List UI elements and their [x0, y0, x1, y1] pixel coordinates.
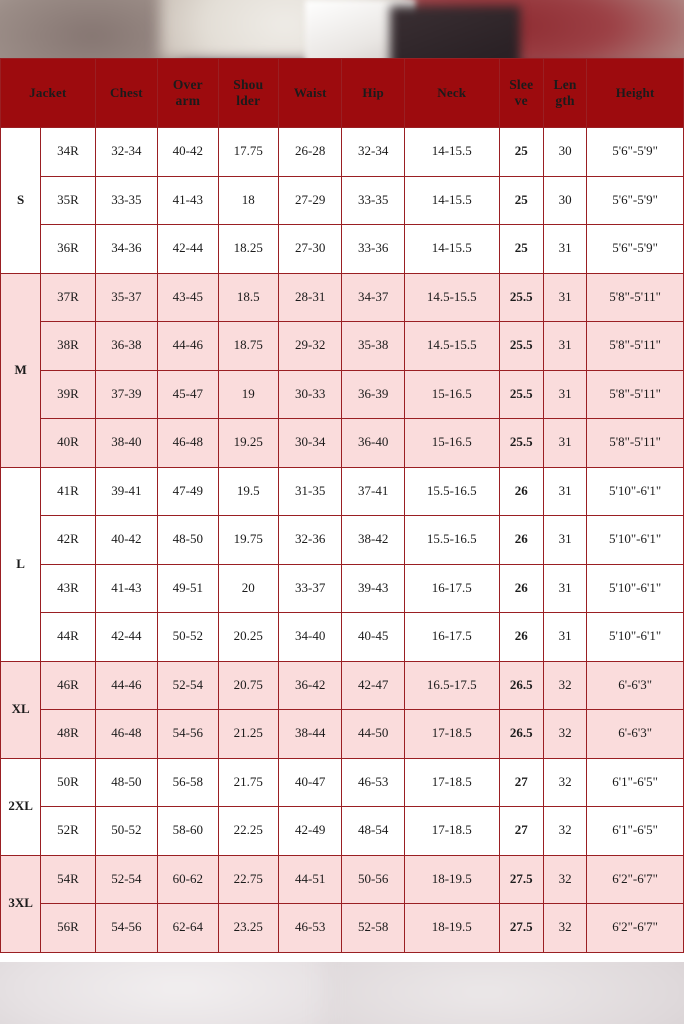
table-row — [1, 904, 684, 953]
header-shoulder-line2: lder — [236, 93, 261, 108]
cell-neck: 14.5-15.5 — [404, 322, 499, 371]
cell-height: 5'10"-6'1" — [587, 564, 684, 613]
cell-height: 6'1"-6'5" — [587, 758, 684, 807]
cell-chest: 37-39 — [95, 370, 157, 419]
cell-shoulder: 18.25 — [218, 225, 278, 274]
cell-shoulder: 19.75 — [218, 516, 278, 565]
cell-sleeve: 26 — [499, 564, 543, 613]
cell-shoulder: 18.5 — [218, 273, 278, 322]
table-row — [1, 710, 684, 759]
cell-hip: 48-54 — [342, 807, 404, 856]
table-row — [1, 661, 684, 710]
cell-neck: 14-15.5 — [404, 176, 499, 225]
cell-shoulder: 21.75 — [218, 758, 278, 807]
cell-neck: 15-16.5 — [404, 370, 499, 419]
cell-neck: 17-18.5 — [404, 710, 499, 759]
cell-chest: 46-48 — [95, 710, 157, 759]
cell-waist: 28-31 — [279, 273, 342, 322]
cell-height: 6'1"-6'5" — [587, 807, 684, 856]
cell-over-arm: 62-64 — [158, 904, 218, 953]
cell-height: 5'8"-5'11" — [587, 419, 684, 468]
header-length-line2: gth — [555, 93, 575, 108]
cell-height: 6'2"-6'7" — [587, 904, 684, 953]
table-row — [1, 855, 684, 904]
cell-hip: 52-58 — [342, 904, 404, 953]
cell-sleeve: 25.5 — [499, 370, 543, 419]
cell-neck: 16-17.5 — [404, 613, 499, 662]
cell-length: 32 — [543, 855, 586, 904]
cell-sleeve: 26 — [499, 613, 543, 662]
cell-over-arm: 54-56 — [158, 710, 218, 759]
cell-jacket: 38R — [41, 322, 95, 371]
cell-sleeve: 26 — [499, 516, 543, 565]
cell-length: 32 — [543, 661, 586, 710]
cell-chest: 44-46 — [95, 661, 157, 710]
cell-jacket: 43R — [41, 564, 95, 613]
cell-hip: 40-45 — [342, 613, 404, 662]
photo-top-strip — [0, 0, 684, 60]
cell-jacket: 35R — [41, 176, 95, 225]
cell-jacket: 56R — [41, 904, 95, 953]
cell-sleeve: 27 — [499, 807, 543, 856]
header-jacket: Jacket — [1, 59, 96, 128]
table-row — [1, 564, 684, 613]
cell-hip: 38-42 — [342, 516, 404, 565]
cell-height: 6'-6'3" — [587, 661, 684, 710]
table-row — [1, 273, 684, 322]
cell-height: 5'6"-5'9" — [587, 128, 684, 177]
cell-chest: 33-35 — [95, 176, 157, 225]
cell-shoulder: 20.75 — [218, 661, 278, 710]
header-waist: Waist — [279, 59, 342, 128]
cell-over-arm: 60-62 — [158, 855, 218, 904]
cell-over-arm: 43-45 — [158, 273, 218, 322]
cell-hip: 37-41 — [342, 467, 404, 516]
cell-jacket: 40R — [41, 419, 95, 468]
photo-blur-suit — [390, 6, 520, 60]
cell-waist: 27-29 — [279, 176, 342, 225]
cell-hip: 36-39 — [342, 370, 404, 419]
size-group-label: S — [1, 128, 41, 274]
cell-length: 32 — [543, 807, 586, 856]
cell-height: 5'8"-5'11" — [587, 273, 684, 322]
cell-length: 31 — [543, 273, 586, 322]
header-shoulder-line1: Shou — [233, 77, 264, 93]
header-sleeve-line2: ve — [514, 93, 528, 108]
cell-sleeve: 27.5 — [499, 855, 543, 904]
cell-length: 31 — [543, 225, 586, 274]
cell-jacket: 48R — [41, 710, 95, 759]
cell-over-arm: 47-49 — [158, 467, 218, 516]
header-length — [543, 59, 586, 128]
header-over-arm — [158, 59, 218, 128]
header-neck: Neck — [404, 59, 499, 128]
cell-over-arm: 42-44 — [158, 225, 218, 274]
cell-neck: 16.5-17.5 — [404, 661, 499, 710]
cell-over-arm: 49-51 — [158, 564, 218, 613]
cell-chest: 35-37 — [95, 273, 157, 322]
table-row — [1, 467, 684, 516]
cell-height: 5'8"-5'11" — [587, 370, 684, 419]
cell-sleeve: 27 — [499, 758, 543, 807]
table-header — [1, 59, 684, 128]
cell-hip: 42-47 — [342, 661, 404, 710]
cell-chest: 34-36 — [95, 225, 157, 274]
cell-hip: 44-50 — [342, 710, 404, 759]
cell-chest: 39-41 — [95, 467, 157, 516]
size-group-label: 3XL — [1, 855, 41, 952]
cell-waist: 38-44 — [279, 710, 342, 759]
cell-chest: 36-38 — [95, 322, 157, 371]
cell-over-arm: 44-46 — [158, 322, 218, 371]
photo-bottom-strip — [0, 962, 684, 1024]
cell-chest: 48-50 — [95, 758, 157, 807]
cell-shoulder: 22.25 — [218, 807, 278, 856]
table-row — [1, 370, 684, 419]
cell-hip: 36-40 — [342, 419, 404, 468]
cell-height: 5'8"-5'11" — [587, 322, 684, 371]
table-row — [1, 516, 684, 565]
cell-jacket: 36R — [41, 225, 95, 274]
cell-length: 31 — [543, 564, 586, 613]
cell-waist: 27-30 — [279, 225, 342, 274]
cell-neck: 15-16.5 — [404, 419, 499, 468]
header-row — [1, 59, 684, 128]
size-chart-container — [0, 58, 684, 953]
cell-over-arm: 58-60 — [158, 807, 218, 856]
cell-height: 6'-6'3" — [587, 710, 684, 759]
cell-length: 31 — [543, 613, 586, 662]
cell-jacket: 37R — [41, 273, 95, 322]
cell-chest: 40-42 — [95, 516, 157, 565]
cell-shoulder: 19.25 — [218, 419, 278, 468]
cell-height: 6'2"-6'7" — [587, 855, 684, 904]
cell-neck: 18-19.5 — [404, 855, 499, 904]
cell-hip: 34-37 — [342, 273, 404, 322]
photo-blur-bottom-right — [324, 962, 684, 1024]
cell-length: 31 — [543, 467, 586, 516]
table-row — [1, 225, 684, 274]
cell-shoulder: 20.25 — [218, 613, 278, 662]
cell-hip: 32-34 — [342, 128, 404, 177]
table-row — [1, 613, 684, 662]
cell-over-arm: 52-54 — [158, 661, 218, 710]
cell-chest: 38-40 — [95, 419, 157, 468]
cell-neck: 15.5-16.5 — [404, 516, 499, 565]
cell-hip: 33-35 — [342, 176, 404, 225]
cell-hip: 46-53 — [342, 758, 404, 807]
cell-jacket: 34R — [41, 128, 95, 177]
cell-over-arm: 56-58 — [158, 758, 218, 807]
cell-shoulder: 20 — [218, 564, 278, 613]
header-hip: Hip — [342, 59, 404, 128]
size-group-label: L — [1, 467, 41, 661]
cell-hip: 33-36 — [342, 225, 404, 274]
cell-height: 5'10"-6'1" — [587, 613, 684, 662]
cell-length: 31 — [543, 370, 586, 419]
cell-sleeve: 25 — [499, 225, 543, 274]
cell-over-arm: 45-47 — [158, 370, 218, 419]
cell-shoulder: 22.75 — [218, 855, 278, 904]
cell-sleeve: 25 — [499, 128, 543, 177]
cell-shoulder: 18 — [218, 176, 278, 225]
cell-over-arm: 41-43 — [158, 176, 218, 225]
header-sleeve-line1: Slee — [509, 77, 534, 93]
header-over-arm-line2: arm — [175, 93, 201, 108]
cell-sleeve: 26.5 — [499, 710, 543, 759]
cell-neck: 18-19.5 — [404, 904, 499, 953]
cell-hip: 50-56 — [342, 855, 404, 904]
cell-waist: 31-35 — [279, 467, 342, 516]
cell-hip: 39-43 — [342, 564, 404, 613]
cell-length: 31 — [543, 322, 586, 371]
cell-sleeve: 25.5 — [499, 273, 543, 322]
header-shoulder — [218, 59, 278, 128]
cell-shoulder: 19.5 — [218, 467, 278, 516]
cell-length: 30 — [543, 176, 586, 225]
cell-waist: 36-42 — [279, 661, 342, 710]
cell-waist: 30-34 — [279, 419, 342, 468]
cell-chest: 50-52 — [95, 807, 157, 856]
cell-shoulder: 18.75 — [218, 322, 278, 371]
cell-neck: 17-18.5 — [404, 758, 499, 807]
cell-over-arm: 50-52 — [158, 613, 218, 662]
size-group-label: XL — [1, 661, 41, 758]
cell-waist: 30-33 — [279, 370, 342, 419]
cell-waist: 34-40 — [279, 613, 342, 662]
cell-neck: 17-18.5 — [404, 807, 499, 856]
cell-over-arm: 48-50 — [158, 516, 218, 565]
table-row — [1, 807, 684, 856]
header-over-arm-line1: Over — [172, 77, 203, 93]
cell-waist: 29-32 — [279, 322, 342, 371]
cell-jacket: 54R — [41, 855, 95, 904]
cell-sleeve: 27.5 — [499, 904, 543, 953]
cell-jacket: 46R — [41, 661, 95, 710]
cell-chest: 41-43 — [95, 564, 157, 613]
cell-shoulder: 17.75 — [218, 128, 278, 177]
table-row — [1, 419, 684, 468]
cell-jacket: 52R — [41, 807, 95, 856]
cell-length: 31 — [543, 516, 586, 565]
cell-chest: 54-56 — [95, 904, 157, 953]
size-chart-table — [0, 58, 684, 953]
cell-shoulder: 23.25 — [218, 904, 278, 953]
header-height: Height — [587, 59, 684, 128]
cell-chest: 42-44 — [95, 613, 157, 662]
cell-waist: 26-28 — [279, 128, 342, 177]
cell-height: 5'10"-6'1" — [587, 467, 684, 516]
cell-jacket: 50R — [41, 758, 95, 807]
photo-blur-left — [0, 0, 180, 60]
cell-neck: 14-15.5 — [404, 128, 499, 177]
cell-neck: 16-17.5 — [404, 564, 499, 613]
cell-over-arm: 40-42 — [158, 128, 218, 177]
table-row — [1, 128, 684, 177]
cell-waist: 33-37 — [279, 564, 342, 613]
cell-sleeve: 25.5 — [499, 322, 543, 371]
cell-shoulder: 21.25 — [218, 710, 278, 759]
cell-waist: 42-49 — [279, 807, 342, 856]
cell-neck: 14-15.5 — [404, 225, 499, 274]
cell-chest: 32-34 — [95, 128, 157, 177]
header-length-line1: Len — [553, 77, 577, 93]
cell-sleeve: 25 — [499, 176, 543, 225]
cell-length: 32 — [543, 758, 586, 807]
cell-waist: 32-36 — [279, 516, 342, 565]
table-row — [1, 176, 684, 225]
cell-over-arm: 46-48 — [158, 419, 218, 468]
cell-sleeve: 25.5 — [499, 419, 543, 468]
cell-jacket: 39R — [41, 370, 95, 419]
cell-sleeve: 26.5 — [499, 661, 543, 710]
cell-height: 5'10"-6'1" — [587, 516, 684, 565]
cell-waist: 44-51 — [279, 855, 342, 904]
table-row — [1, 758, 684, 807]
cell-waist: 40-47 — [279, 758, 342, 807]
cell-sleeve: 26 — [499, 467, 543, 516]
header-sleeve — [499, 59, 543, 128]
cell-shoulder: 19 — [218, 370, 278, 419]
table-row — [1, 322, 684, 371]
cell-waist: 46-53 — [279, 904, 342, 953]
cell-jacket: 44R — [41, 613, 95, 662]
cell-jacket: 42R — [41, 516, 95, 565]
size-group-label: 2XL — [1, 758, 41, 855]
cell-height: 5'6"-5'9" — [587, 225, 684, 274]
cell-chest: 52-54 — [95, 855, 157, 904]
cell-length: 32 — [543, 904, 586, 953]
cell-length: 32 — [543, 710, 586, 759]
cell-jacket: 41R — [41, 467, 95, 516]
cell-length: 31 — [543, 419, 586, 468]
cell-height: 5'6"-5'9" — [587, 176, 684, 225]
cell-neck: 15.5-16.5 — [404, 467, 499, 516]
header-chest: Chest — [95, 59, 157, 128]
size-group-label: M — [1, 273, 41, 467]
table-body — [1, 128, 684, 953]
cell-neck: 14.5-15.5 — [404, 273, 499, 322]
cell-length: 30 — [543, 128, 586, 177]
cell-hip: 35-38 — [342, 322, 404, 371]
